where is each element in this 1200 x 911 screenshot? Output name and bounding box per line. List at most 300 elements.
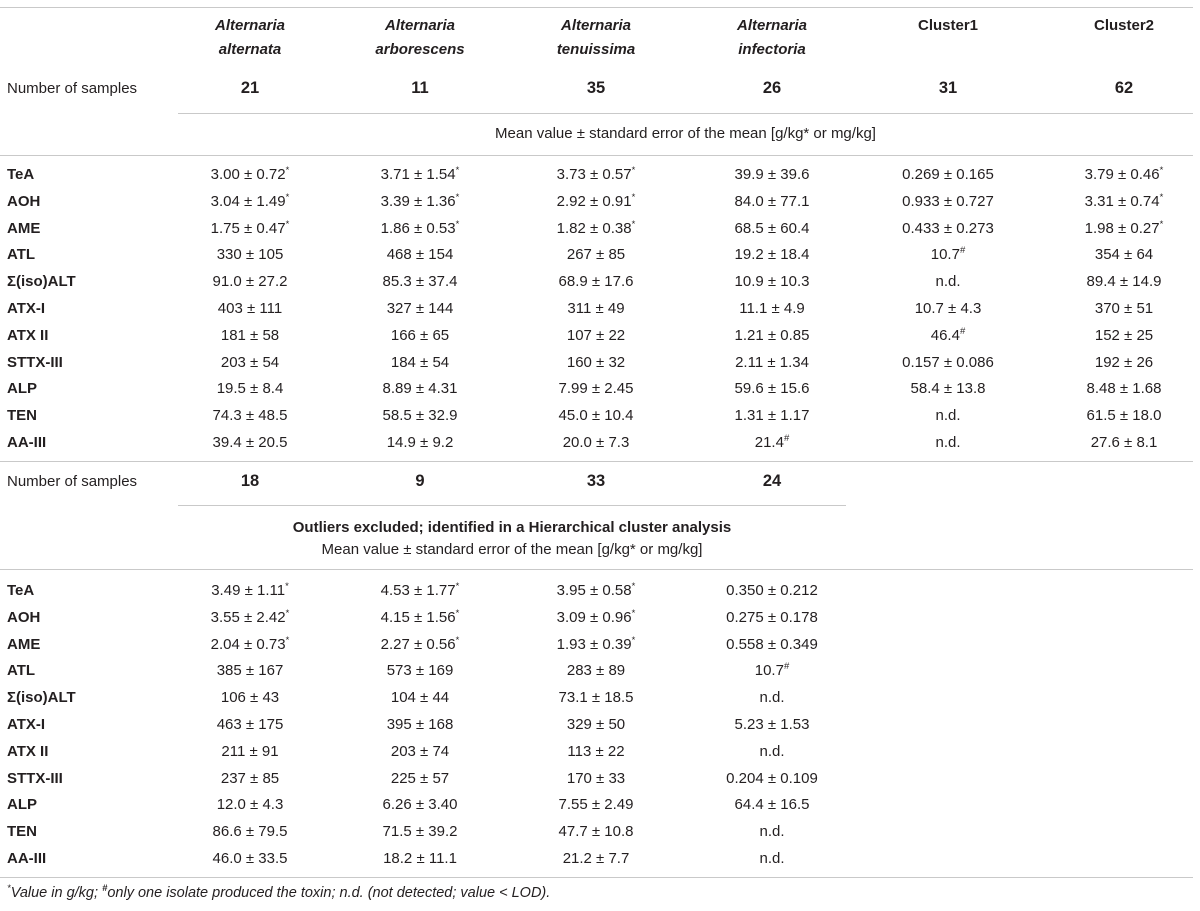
cell-value: 84.0 ± 77.1 — [734, 192, 810, 210]
footnote-hash: # — [102, 883, 108, 894]
column-header-line2: alternata — [218, 41, 282, 58]
table-cell — [686, 823, 858, 841]
cell-value: 3.39 ± 1.36 — [380, 192, 456, 210]
cell-value: 14.9 ± 9.2 — [386, 434, 454, 451]
cell-footnote-mark: # — [783, 433, 790, 444]
table-cell — [164, 796, 336, 814]
cell-footnote-mark: * — [285, 581, 289, 592]
subtitle-rule-1 — [0, 155, 1193, 156]
table-cell — [334, 636, 506, 654]
cell-value: 89.4 ± 14.9 — [1086, 273, 1162, 291]
cell-value: 184 ± 54 — [390, 353, 450, 371]
cell-value: 19.2 ± 18.4 — [734, 246, 810, 264]
table-cell — [686, 636, 858, 654]
cell-value: 1.86 ± 0.53 — [380, 219, 456, 237]
cell-footnote-mark: * — [631, 218, 636, 230]
table-cell — [510, 770, 682, 788]
cell-value: 2.04 ± 0.73 — [210, 635, 286, 653]
top-rule — [0, 7, 1193, 8]
cell-value: 68.5 ± 60.4 — [734, 219, 810, 237]
table-cell — [862, 273, 1034, 291]
row-label: TEN — [7, 823, 37, 841]
table-cell — [510, 609, 682, 627]
table-cell — [510, 380, 682, 398]
cell-value: 160 ± 32 — [566, 353, 626, 371]
table-cell — [510, 246, 682, 264]
cell-value: 385 ± 167 — [216, 662, 284, 680]
row-label: ATL — [7, 662, 36, 680]
table-cell — [334, 246, 506, 264]
table-cell — [510, 743, 682, 761]
cell-value: 58.4 ± 13.8 — [910, 380, 986, 398]
table-cell — [1038, 193, 1200, 211]
table-cell — [686, 689, 858, 707]
cell-value: 19.5 ± 8.4 — [216, 380, 284, 398]
sample-count: 24 — [762, 472, 782, 490]
table-cell — [164, 770, 336, 788]
cell-value: 573 ± 169 — [386, 662, 454, 680]
cell-value: 225 ± 57 — [390, 769, 450, 787]
cell-value: 64.4 ± 16.5 — [734, 796, 810, 814]
cell-value: 59.6 ± 15.6 — [734, 380, 810, 398]
table-cell — [164, 380, 336, 398]
cell-value: 61.5 ± 18.0 — [1086, 407, 1162, 425]
table-cell — [164, 220, 336, 238]
sample-count: 9 — [415, 472, 425, 490]
row-label: ATX-I — [7, 716, 46, 733]
table-cell — [510, 636, 682, 654]
row-label: TeA — [7, 582, 35, 599]
cell-value: 3.49 ± 1.11 — [211, 582, 286, 599]
cell-footnote-mark: * — [285, 191, 290, 203]
footnote-text-1: Value in g/kg; — [10, 885, 103, 901]
table-cell — [510, 407, 682, 425]
table-cell — [510, 273, 682, 291]
cell-value: 73.1 ± 18.5 — [558, 689, 634, 707]
cell-value: 329 ± 50 — [566, 716, 626, 733]
cell-value: n.d. — [759, 742, 785, 760]
table-cell — [164, 662, 336, 680]
row-label: Σ(iso)ALT — [7, 689, 76, 707]
footnote — [7, 885, 550, 901]
cell-value: n.d. — [759, 689, 785, 707]
cell-value: 86.6 ± 79.5 — [212, 823, 288, 841]
table-cell — [334, 743, 506, 761]
table-cell — [164, 166, 336, 184]
cell-value: 2.27 ± 0.56 — [380, 635, 456, 653]
cell-value: 58.5 ± 32.9 — [382, 407, 458, 425]
samples-label: Number of samples — [7, 80, 138, 97]
section-subtitle: Mean value ± standard error of the mean [g/kg* or mg/kg] — [321, 541, 703, 558]
table-cell — [1038, 407, 1200, 425]
table-cell — [164, 434, 336, 452]
table-cell — [334, 434, 506, 452]
column-header-line1: Alternaria — [384, 17, 456, 34]
samples-rule-1 — [178, 113, 1193, 114]
cell-value: 327 ± 144 — [386, 300, 454, 317]
table-cell — [334, 273, 506, 291]
cell-value: 0.350 ± 0.212 — [726, 582, 818, 599]
table-cell — [334, 300, 506, 318]
cell-value: 91.0 ± 27.2 — [212, 273, 288, 291]
row-label: TeA — [7, 166, 35, 183]
cell-value: 85.3 ± 37.4 — [382, 273, 458, 291]
table-cell — [510, 327, 682, 345]
subtitle-rule-2 — [0, 569, 1193, 570]
cell-value: 192 ± 26 — [1094, 353, 1154, 371]
table-cell — [164, 407, 336, 425]
section-rule — [0, 461, 1193, 462]
row-label: ATX-I — [7, 300, 46, 317]
table-cell — [686, 246, 858, 264]
cell-value: 3.04 ± 1.49 — [210, 192, 286, 210]
bottom-rule — [0, 877, 1193, 878]
table-cell — [686, 770, 858, 788]
table-cell — [862, 407, 1034, 425]
cell-footnote-mark: * — [285, 165, 290, 176]
cell-value: n.d. — [935, 434, 961, 451]
cell-value: 463 ± 175 — [216, 716, 284, 733]
cell-value: 46.0 ± 33.5 — [212, 850, 288, 867]
cell-value: 47.7 ± 10.8 — [558, 823, 634, 841]
cell-footnote-mark: * — [285, 218, 290, 230]
table-cell — [334, 796, 506, 814]
table-cell — [334, 166, 506, 184]
cell-value: 68.9 ± 17.6 — [558, 273, 634, 291]
cell-value: 1.98 ± 0.27 — [1084, 219, 1160, 237]
table-cell — [686, 273, 858, 291]
cell-value: 106 ± 43 — [220, 689, 280, 707]
table-cell — [1038, 380, 1200, 398]
table-cell — [862, 300, 1034, 318]
cell-value: 5.23 ± 1.53 — [734, 716, 810, 733]
table-cell — [686, 300, 858, 318]
table-cell — [510, 354, 682, 372]
cell-value: 0.157 ± 0.086 — [902, 353, 994, 371]
cell-footnote-mark: * — [1159, 191, 1164, 203]
cell-value: 283 ± 89 — [566, 662, 626, 680]
table-cell — [510, 300, 682, 318]
table-cell — [510, 850, 682, 868]
cell-value: 21.2 ± 7.7 — [562, 850, 630, 867]
table-cell — [1038, 246, 1200, 264]
sample-count: 18 — [240, 472, 260, 490]
table-cell — [334, 380, 506, 398]
table-cell — [510, 796, 682, 814]
cell-value: 1.21 ± 0.85 — [734, 326, 810, 344]
cell-value: 20.0 ± 7.3 — [562, 434, 630, 451]
cell-footnote-mark: * — [455, 218, 460, 230]
table-cell — [164, 743, 336, 761]
cell-value: 39.4 ± 20.5 — [212, 434, 288, 451]
cell-value: 0.558 ± 0.349 — [726, 635, 818, 653]
cell-value: 0.269 ± 0.165 — [902, 166, 994, 183]
table-cell — [862, 193, 1034, 211]
row-label: STTX-III — [7, 353, 63, 371]
cell-value: 330 ± 105 — [216, 246, 284, 264]
cell-value: 10.7 ± 4.3 — [914, 300, 982, 317]
cell-footnote-mark: * — [631, 607, 636, 619]
table-cell — [510, 220, 682, 238]
cell-value: 152 ± 25 — [1094, 326, 1154, 344]
cell-value: 2.11 ± 1.34 — [735, 353, 809, 371]
table-cell — [164, 300, 336, 318]
cell-value: 203 ± 74 — [390, 742, 450, 760]
cell-value: 3.79 ± 0.46 — [1084, 166, 1160, 183]
table-cell — [164, 354, 336, 372]
table-cell — [1038, 327, 1200, 345]
table-cell — [510, 193, 682, 211]
table-cell — [510, 662, 682, 680]
row-label: AA-III — [7, 850, 47, 867]
sample-count: 26 — [762, 79, 782, 97]
cell-value: 21.4 — [754, 434, 784, 451]
table-cell — [686, 407, 858, 425]
table-cell — [164, 636, 336, 654]
row-label: AOH — [7, 192, 41, 210]
row-label: AME — [7, 219, 41, 237]
row-label: AA-III — [7, 434, 47, 451]
table-cell — [334, 609, 506, 627]
section-title: Outliers excluded; identified in a Hierarchical cluster analysis — [292, 519, 732, 536]
sample-count: 33 — [586, 472, 606, 490]
table-cell — [686, 743, 858, 761]
table-cell — [1038, 434, 1200, 452]
table-cell — [686, 354, 858, 372]
table-cell — [686, 193, 858, 211]
column-header-line1: Alternaria — [560, 17, 632, 34]
footnote-text-2: only one isolate produced the toxin; n.d. (not detected; value < LOD). — [107, 885, 551, 901]
cell-footnote-mark: * — [455, 191, 460, 203]
table-cell — [862, 327, 1034, 345]
table-cell — [334, 193, 506, 211]
table-cell — [862, 434, 1034, 452]
table-cell — [164, 193, 336, 211]
row-label: TEN — [7, 407, 37, 425]
row-label: AOH — [7, 608, 41, 626]
cell-value: 1.82 ± 0.38 — [556, 219, 632, 237]
table-cell — [164, 716, 336, 734]
table-cell — [164, 582, 336, 600]
samples-label: Number of samples — [7, 473, 138, 490]
table-cell — [510, 166, 682, 184]
table-cell — [686, 434, 858, 452]
cell-value: 74.3 ± 48.5 — [212, 407, 288, 425]
cell-footnote-mark: * — [631, 191, 636, 203]
cell-value: 71.5 ± 39.2 — [382, 823, 458, 841]
table-cell — [510, 716, 682, 734]
column-header-line2: tenuissima — [556, 41, 636, 58]
row-label: STTX-III — [7, 769, 63, 787]
cell-footnote-mark: # — [959, 325, 966, 337]
cell-value: 11.1 ± 4.9 — [739, 300, 805, 317]
table-cell — [164, 273, 336, 291]
cell-value: 113 ± 22 — [567, 742, 625, 760]
row-label: Σ(iso)ALT — [7, 273, 76, 291]
row-label: ATX II — [7, 326, 49, 344]
table-cell — [686, 716, 858, 734]
cell-value: n.d. — [759, 850, 785, 867]
table-cell — [686, 662, 858, 680]
cell-value: 12.0 ± 4.3 — [216, 796, 284, 814]
table-cell — [1038, 220, 1200, 238]
cell-value: n.d. — [935, 407, 961, 425]
table-cell — [334, 582, 506, 600]
table-cell — [164, 246, 336, 264]
table-cell — [334, 716, 506, 734]
cell-value: 7.99 ± 2.45 — [558, 380, 634, 398]
row-label: ALP — [7, 380, 37, 398]
cell-value: 468 ± 154 — [386, 246, 454, 264]
cell-footnote-mark: * — [455, 607, 460, 619]
cell-value: 237 ± 85 — [220, 769, 280, 787]
cell-value: 6.26 ± 3.40 — [382, 796, 458, 814]
cell-value: 1.93 ± 0.39 — [556, 635, 632, 653]
footnote-star: * — [7, 883, 11, 894]
cell-value: 10.9 ± 10.3 — [734, 273, 810, 291]
cell-footnote-mark: * — [1159, 218, 1164, 230]
table-cell — [334, 770, 506, 788]
column-header-line1: Cluster1 — [917, 17, 979, 34]
samples-rule-2 — [178, 505, 846, 506]
sample-count: 35 — [586, 79, 606, 97]
cell-value: 170 ± 33 — [566, 769, 626, 787]
column-header-line2: infectoria — [738, 41, 806, 58]
table-cell — [334, 354, 506, 372]
section-subtitle: Mean value ± standard error of the mean [g/kg* or mg/kg] — [495, 125, 876, 142]
cell-value: 0.275 ± 0.178 — [726, 608, 818, 626]
table-cell — [510, 823, 682, 841]
cell-footnote-mark: # — [783, 661, 790, 673]
sample-count: 11 — [411, 79, 429, 97]
cell-footnote-mark: * — [285, 634, 290, 646]
table-cell — [686, 582, 858, 600]
cell-value: 395 ± 168 — [386, 716, 454, 733]
cell-value: 0.204 ± 0.109 — [726, 769, 818, 787]
cell-value: 1.75 ± 0.47 — [210, 219, 286, 237]
cell-value: 7.55 ± 2.49 — [558, 796, 634, 814]
cell-value: 18.2 ± 11.1 — [383, 850, 457, 867]
table-cell — [686, 166, 858, 184]
cell-value: 46.4 — [930, 326, 960, 344]
table-cell — [164, 850, 336, 868]
column-header-line1: Alternaria — [214, 17, 286, 34]
cell-footnote-mark: * — [455, 165, 460, 176]
row-label: ATX II — [7, 742, 49, 760]
table-cell — [334, 407, 506, 425]
cell-value: 166 ± 65 — [390, 326, 450, 344]
cell-footnote-mark: * — [631, 634, 636, 646]
cell-footnote-mark: * — [455, 634, 460, 646]
table-cell — [686, 220, 858, 238]
column-header-line1: Cluster2 — [1093, 17, 1155, 34]
cell-value: 181 ± 58 — [220, 326, 280, 344]
cell-value: 107 ± 22 — [566, 326, 626, 344]
cell-value: 10.7 — [930, 246, 960, 264]
cell-value: 354 ± 64 — [1094, 246, 1154, 264]
table-cell — [862, 380, 1034, 398]
column-header-line2: arborescens — [375, 41, 465, 58]
table-cell — [686, 609, 858, 627]
table-cell — [510, 582, 682, 600]
cell-value: 4.15 ± 1.56 — [380, 608, 456, 626]
table-cell — [686, 850, 858, 868]
cell-value: 211 ± 91 — [221, 742, 279, 760]
cell-value: 4.53 ± 1.77 — [380, 582, 456, 599]
cell-value: 3.55 ± 2.42 — [210, 608, 286, 626]
table-cell — [1038, 300, 1200, 318]
table-cell — [1038, 166, 1200, 184]
cell-value: 104 ± 44 — [390, 689, 450, 707]
row-label: ALP — [7, 796, 37, 814]
table-cell — [334, 689, 506, 707]
table-cell — [164, 823, 336, 841]
cell-value: 3.73 ± 0.57 — [556, 166, 632, 183]
column-header-line1: Alternaria — [736, 17, 808, 34]
table-cell — [862, 220, 1034, 238]
row-label: AME — [7, 635, 41, 653]
cell-value: 3.71 ± 1.54 — [380, 166, 456, 183]
cell-value: 0.433 ± 0.273 — [902, 219, 994, 237]
table-cell — [334, 662, 506, 680]
cell-footnote-mark: * — [285, 607, 290, 619]
sample-count: 62 — [1114, 79, 1134, 97]
table-cell — [164, 327, 336, 345]
cell-value: 3.00 ± 0.72 — [210, 166, 286, 183]
cell-value: 3.95 ± 0.58 — [556, 582, 632, 599]
cell-value: 8.89 ± 4.31 — [382, 380, 458, 398]
cell-footnote-mark: * — [631, 165, 636, 176]
sample-count: 31 — [938, 79, 958, 97]
cell-value: 267 ± 85 — [566, 246, 626, 264]
cell-value: 1.31 ± 1.17 — [734, 407, 810, 425]
cell-value: 45.0 ± 10.4 — [558, 407, 634, 425]
table-cell — [686, 327, 858, 345]
table-cell — [334, 327, 506, 345]
table-cell — [686, 380, 858, 398]
cell-value: n.d. — [935, 273, 961, 291]
cell-value: 2.92 ± 0.91 — [556, 192, 632, 210]
cell-value: 0.933 ± 0.727 — [902, 192, 994, 210]
table-cell — [510, 434, 682, 452]
cell-footnote-mark: * — [455, 581, 460, 592]
cell-value: 27.6 ± 8.1 — [1090, 434, 1158, 451]
table-cell — [862, 166, 1034, 184]
cell-value: 10.7 — [754, 662, 784, 680]
table-cell — [164, 609, 336, 627]
cell-footnote-mark: * — [631, 581, 636, 592]
cell-value: 3.31 ± 0.74 — [1084, 192, 1160, 210]
cell-value: 311 ± 49 — [567, 300, 625, 317]
cell-value: 8.48 ± 1.68 — [1086, 380, 1162, 398]
cell-value: 370 ± 51 — [1094, 300, 1154, 317]
table-cell — [1038, 273, 1200, 291]
table-cell — [1038, 354, 1200, 372]
table-cell — [686, 796, 858, 814]
table-cell — [334, 823, 506, 841]
table-cell — [164, 689, 336, 707]
table-cell — [862, 354, 1034, 372]
table-cell — [862, 246, 1034, 264]
table-cell — [334, 220, 506, 238]
cell-value: 203 ± 54 — [220, 353, 280, 371]
cell-footnote-mark: # — [959, 245, 966, 257]
cell-footnote-mark: * — [1159, 165, 1164, 176]
cell-value: 39.9 ± 39.6 — [734, 166, 810, 183]
sample-count: 21 — [240, 79, 260, 97]
cell-value: 3.09 ± 0.96 — [556, 608, 632, 626]
row-label: ATL — [7, 246, 36, 264]
